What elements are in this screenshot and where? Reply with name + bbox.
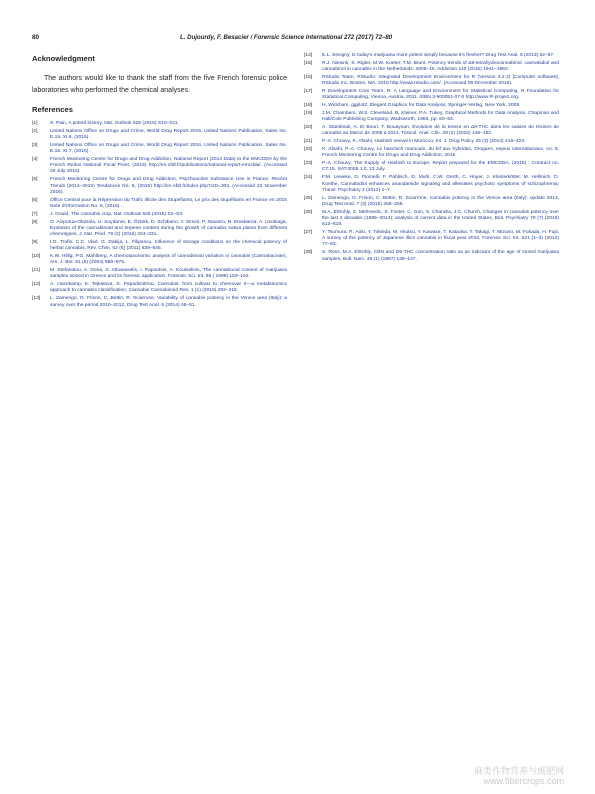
reference-number: [4] [32,157,38,163]
reference-text[interactable]: R.J. Niesink, S. Rigter, M.W. Koeter, T.M. Brunt, Potency trends of Δ9-tetrahydrocannabinol, cannabidiol and cannabinol in cannabis in the Netherlands: 2005–15, Addiction 110 (2015) 1941–1950. [322,60,559,73]
reference-item [32,296,287,308]
reference-number: [1] [32,121,38,126]
reference-number: [19] [304,111,313,117]
reference-text[interactable]: P.-A. Chouvy, The Supply of Hashish to Europe, Report prepared for the EMCDDA, (2015) . Contract no. CT.15. SAT.0055.1.0, 13 July. [322,161,559,173]
reference-text[interactable]: United Nations Office on Drugs and Crime, World Drug Report 2016, United Nations Publication, Sales No. E.16. XI.7, (2016) . [50,142,287,155]
reference-text[interactable]: J. Gould, The cannabis crop, Nat. Outlook 525 (2015) S2–S3. [50,211,184,217]
reference-item [32,198,287,210]
reference-item [32,212,287,218]
reference-text[interactable]: R Development Core Team, R: A Language and Environment for Statistical Computing, R Foundation for Statistical Computing, Vienna, Austria, 2011. ISBN 3-900051-07-0 http://www.R-project.org. [322,89,559,101]
reference-text[interactable]: United Nations Office on Drugs and Crime, World Drug Report 2015, United Nations Publication, Sales No. E.15. XI.6, (2015) . [50,128,287,141]
reference-item [32,220,287,239]
reference-text[interactable]: E.L. Sevigny, Is today's marijuana more potent simply because it's fresher? Drug Test Anal. 5 (2013) 62–67. [322,53,555,58]
reference-item [32,121,287,127]
reference-item [32,254,287,266]
page-number: 80 [32,34,40,41]
reference-text[interactable]: L. Zamengo, G. Frison, C. Bettin, R. Sciarrone, Variability of cannabis potency in the Venice area (Italy): a survey over the period 2010–2012, Drug Test Anal. 6 (2014) 46–51. [50,296,287,308]
watermark-line-2: www.fibercrops.com [483,776,565,786]
reference-text[interactable]: M.A. ElSohly, Z. Mehmedic, S. Foster, C. Gon, S. Chandra, J.C. Church, Changes in cannabis potency over the last 2 decades (1995–2014): analysis of current data in the United States, Biol. Psychiatry 79 (7) (2016) 613–619. [322,209,559,228]
reference-item [32,240,287,252]
reference-number: [9] [32,239,38,245]
reference-text[interactable]: Y. Tsumura, R. Aoki, Y. Tokieda, M. Akutsu, Y. Kawase, T. Kataoka, T. Takagi, T. Mizuno, M. Fukada, H. Fujii, A survey of the potency of Japanese illicit cannabis in fiscal year 2010, Forensic Sci. Int. 221 (1–3) (2012) 77–83. [322,230,559,248]
reference-number: [22] [304,147,313,153]
reference-item [32,282,287,294]
reference-number: [28] [304,250,313,256]
acknowledgment-heading: Acknowledgment [32,54,95,63]
reference-number: [11] [32,268,40,274]
reference-item [304,53,559,59]
reference-text[interactable]: French Monitoring Centre for Drugs and Drug Addiction, Psychoactive Substance Use in France: Recent Trends (2014–2015) Tendances No. 6, (2015) http://en.ofdt.fr/index.php?cID=303. (Accessed 22 November 2016). [50,177,287,195]
reference-text[interactable]: I.G. Trofin, C.C. Vlad, G. Dabija, L. Filipescu, Influence of storage conditions on the chemical potency of herbal cannabis, Rev. Chim. 62 (6) (2011) 639–645. [50,239,287,252]
reference-text[interactable]: RStudio Team, RStudio: Integrated Development Environment for R (Version 3.2.2) [Computer software], RStudio Inc, Boston, MA, 2015 http://www.rstudio.com/. (Accessed 09 December 2016). [322,74,559,87]
left-column [32,53,287,310]
reference-item [304,210,559,229]
reference-number: [15] [304,60,313,66]
reference-text[interactable]: S. Pain, A potted history, Nat. Outlook 525 (2015) S10–S11. [50,121,179,126]
acknowledgment-text: The authors would like to thank the staff from the five French forensic police laboratories who performed the chemical analyses. [32,75,287,94]
reference-item [304,161,559,173]
reference-item [304,175,559,194]
reference-number: [13] [32,296,41,302]
running-head: L. Dujourdy, F. Besacier / Forensic Science International 272 (2017) 72–80 [180,34,393,41]
reference-item [304,139,559,145]
reference-text[interactable]: J.M. Chambers, W.S. Cleveland, B. Kleiner, P.A. Tukey, Graphical Methods for Data Analysis, Chapman and Hall/Cole Publishing Company, Wadsworth, 1983, pp. 60–63. [322,111,559,123]
reference-number: [21] [304,139,313,145]
reference-list-right [304,53,559,263]
reference-number: [27] [304,230,313,236]
reference-text[interactable]: F.M. Leweke, D. Piomelli, F. Pahlisch, D. Muhl, C.W. Gerth, C. Hoyer, J. Klosterkötter, M. Hellmich, D. Koethe, Cannabidiol enhances anandamide signaling and alleviates psychotic symptoms of schizophrenia, Transl. Psychiatry 2 (2012) 1–7. [322,175,559,193]
reference-number: [6] [32,197,38,203]
reference-text[interactable]: O. Aizpurua-Olaizola, U. Soydaner, E. Öztürk, D. Schibano, Y. Simsir, P. Navarro, N. Etxebarria, A. Usobiaga, Evolution of the cannabinoid and terpene content during the growth of cannabis sativa plants from different chemotypes, J. Nat. Prod. 79 (2) (2016) 324–331. [50,219,287,238]
reference-text[interactable]: H. Wickham, ggplot2: Elegant Graphics for Data Analysis, Springer-Verlag, New York, 2009. [322,103,521,109]
reference-item [304,111,559,123]
reference-text[interactable]: A. Hazekamp, K. Tejkalova, S. Papadimitriou, Cannabis: from cultivar to chemovar II—a metabolomics approach to cannabis classification, Cannabis Cannabinoid Res. 1 (1) (2016) 202–215. [50,282,287,294]
reference-text[interactable]: P.-A. Chouvy, K. Afsahi, Hashish revival in Morocco, Int. J. Drug Policy 25 (3) (2014) 416–423. [322,139,526,145]
reference-number: [25] [304,195,313,201]
reference-item [32,129,287,141]
reference-number: [24] [304,175,313,181]
reference-item [304,196,559,208]
reference-text[interactable]: A. Stambouli, A. El Bouri, T. Bouayoun, Évolution de la teneur en Δ9-THC dans les saisies de résines de cannabis au Maroc de 2005 à 2014, Toxicol. Anal. Clin. 28 (2) (2016) 146–152. [322,125,559,137]
reference-item [304,250,559,262]
reference-text[interactable]: S. Ross, M.A. ElSohly, CBN and D9-THC concentration ratio as an indicator of the age of stored marijuana samples, Bull. Narc. 49 (1) (1997) 139–147. [322,250,559,262]
reference-item [304,230,559,249]
reference-item [32,157,287,176]
reference-text[interactable]: K. Afsahi, P.-A. Chouvy, Le haschich marocain, du kif aux hybrides, Drogues, enjeux internationaux, no. 8, French Monitoring Centre for Drugs and Drug Addiction, 2015. [322,147,559,159]
reference-number: [26] [304,209,313,215]
reference-text[interactable]: Office Central pour la Répression du Trafic Illicite des Stupéfiants, Le prix des stupéfiants en France en 2015 Note d'information No. 6, (2016) . [50,197,287,209]
reference-number: [14] [304,53,313,58]
reference-number: [16] [304,74,313,80]
reference-item [304,75,559,87]
reference-item [32,143,287,155]
references-heading: References [32,105,73,114]
reference-number: [7] [32,211,38,217]
reference-number: [3] [32,142,38,148]
reference-item [304,89,559,101]
reference-item [304,103,559,109]
reference-number: [20] [304,125,313,131]
reference-number: [2] [32,128,38,134]
reference-number: [18] [304,103,313,109]
right-column [304,53,559,264]
reference-text[interactable]: L. Zamengo, G. Frison, C. Bettin, R. Sciarrone, Cannabis potency in the Venice area (Italy): update 2013, Drug Test Anal. 7 (3) (2015) 255–258. [322,195,559,207]
reference-number: [23] [304,161,313,167]
reference-item [32,268,287,280]
reference-text[interactable]: K.W. Hillig, P.G. Mahlberg, A chemotaxonomic analysis of cannabinoid variation in cannabis (Cannabaceae), Am. J. Bot. 91 (6) (2004) 966–975. [50,254,287,266]
reference-list-left [32,121,287,309]
reference-text[interactable]: M. Stefanidou, A. Dona, S. Athanaselis, I. Papoutsis, A. Koutselinis, The cannabinoid content of marijuana samples seized in Greece and its forensic application, Forensic Sci. Int. 95 ( 1998) 153–162. [50,268,287,280]
reference-item [32,177,287,196]
reference-number: [8] [32,219,38,225]
reference-item [304,125,559,137]
reference-number: [17] [304,89,313,95]
reference-number: [12] [32,282,41,288]
reference-number: [5] [32,177,38,183]
watermark [474,766,564,786]
reference-item [304,147,559,159]
watermark-line-1: 麻类作物营养与施肥网 [474,766,565,776]
reference-text[interactable]: French Monitoring Centre for Drugs and Drug Addiction, National Report (2014 Data) to the EMCDDA by the French Reitox National Focal Point, (2015) http://en.ofdt.fr/publications/national-report-emcdda/. (Accessed 26 July 2016). [50,157,287,175]
reference-number: [10] [32,254,41,260]
reference-item [304,61,559,73]
